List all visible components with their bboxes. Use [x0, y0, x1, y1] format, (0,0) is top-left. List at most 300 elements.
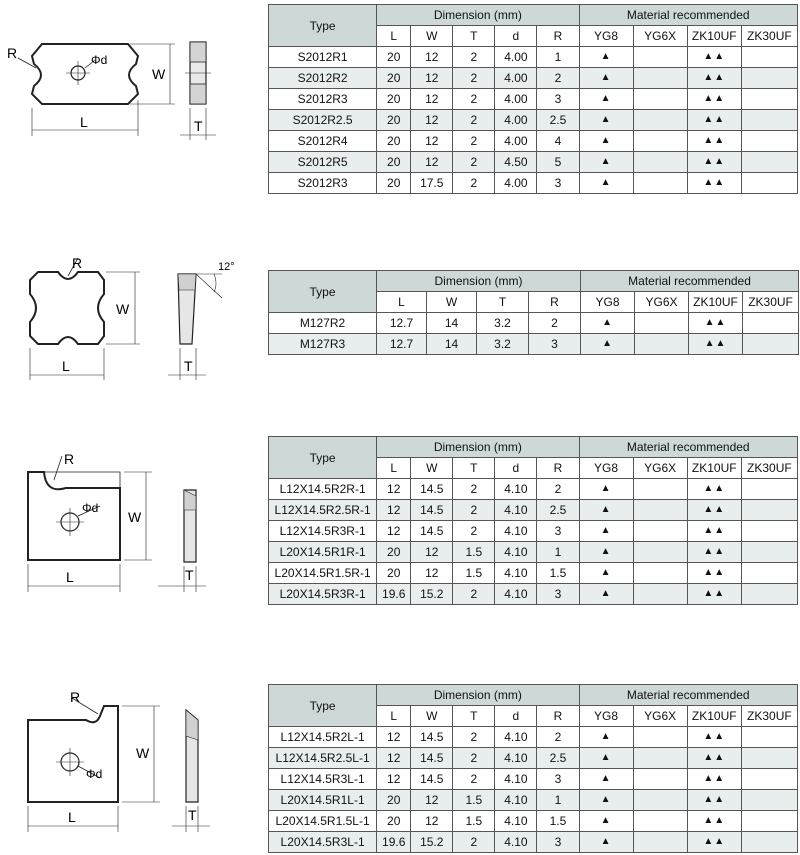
type-cell: L20X14.5R1.5R-1 [269, 563, 377, 584]
label-d: Φd [91, 53, 108, 67]
column-header-dim: T [453, 26, 495, 47]
material-mark-cell [743, 313, 799, 334]
dimension-cell: 2 [537, 479, 579, 500]
material-mark-cell [633, 811, 687, 832]
column-header-dim: W [411, 706, 453, 727]
material-mark-cell: ▲ [579, 727, 633, 748]
dimension-cell: 4.00 [495, 68, 537, 89]
type-cell: S2012R4 [269, 131, 377, 152]
dimension-cell: 4.10 [495, 479, 537, 500]
label-R: R [70, 689, 81, 705]
table-row [269, 790, 798, 811]
group-header-dimension: Dimension (mm) [377, 5, 579, 26]
material-mark-cell: ▲▲ [687, 131, 741, 152]
column-header-dim: T [453, 458, 495, 479]
dimension-cell: 2 [453, 68, 495, 89]
dimension-cell: 20 [377, 152, 411, 173]
material-mark-cell [741, 479, 797, 500]
material-mark-cell [741, 769, 797, 790]
table-row [269, 584, 798, 605]
material-mark-cell [741, 811, 797, 832]
dimension-cell: 2.5 [537, 748, 579, 769]
material-mark-cell: ▲▲ [687, 68, 741, 89]
material-mark-cell [741, 542, 797, 563]
column-header-dim: T [453, 706, 495, 727]
type-cell: M127R3 [269, 334, 377, 355]
type-cell: L20X14.5R3R-1 [269, 584, 377, 605]
dimension-cell: 12 [377, 748, 411, 769]
group-header-dimension: Dimension (mm) [377, 437, 579, 458]
material-mark-cell: ▲ [579, 748, 633, 769]
dimension-cell: 4.00 [495, 110, 537, 131]
dimension-cell: 1 [537, 47, 579, 68]
dimension-cell: 4.10 [495, 769, 537, 790]
label-d: Φd [86, 767, 103, 781]
material-mark-cell [741, 790, 797, 811]
column-header-dim: R [537, 706, 579, 727]
label-T: T [184, 358, 193, 374]
dimension-cell: 12 [377, 500, 411, 521]
dimension-cell: 2 [453, 152, 495, 173]
material-mark-cell: ▲▲ [687, 542, 741, 563]
column-header-material: YG8 [581, 292, 635, 313]
dimension-cell: 2 [453, 479, 495, 500]
material-mark-cell: ▲▲ [687, 811, 741, 832]
dimension-cell: 15.2 [411, 584, 453, 605]
table-row [269, 748, 798, 769]
material-mark-cell: ▲▲ [687, 173, 741, 194]
dimension-cell: 19.6 [377, 584, 411, 605]
material-mark-cell [741, 47, 797, 68]
material-mark-cell [741, 727, 797, 748]
label-W: W [116, 301, 130, 317]
dimension-cell: 4.00 [495, 173, 537, 194]
dimension-cell: 12 [411, 131, 453, 152]
dimension-cell: 2 [453, 131, 495, 152]
type-cell: L12X14.5R2.5L-1 [269, 748, 377, 769]
table-row [269, 313, 799, 334]
type-cell: S2012R1 [269, 47, 377, 68]
column-header-material: YG8 [579, 26, 633, 47]
dimension-cell: 12 [411, 811, 453, 832]
type-cell: L20X14.5R3L-1 [269, 832, 377, 853]
insert-diagram [0, 240, 265, 390]
material-mark-cell [633, 769, 687, 790]
type-cell: L20X14.5R1L-1 [269, 790, 377, 811]
material-mark-cell [633, 563, 687, 584]
dimension-cell: 14.5 [411, 500, 453, 521]
label-d: Φd [82, 501, 99, 515]
column-header-material: YG6X [633, 458, 687, 479]
material-mark-cell [633, 110, 687, 131]
group-header-dimension: Dimension (mm) [377, 685, 579, 706]
material-mark-cell [741, 748, 797, 769]
dimension-cell: 2 [453, 727, 495, 748]
material-mark-cell [633, 479, 687, 500]
label-T: T [188, 807, 197, 823]
material-mark-cell [741, 521, 797, 542]
type-cell: S2012R3 [269, 89, 377, 110]
material-mark-cell: ▲ [579, 68, 633, 89]
column-header-material: ZK30UF [741, 458, 797, 479]
label-L: L [62, 358, 70, 374]
column-header-type: Type [269, 685, 377, 727]
dimension-cell: 1.5 [453, 542, 495, 563]
material-mark-cell: ▲ [579, 89, 633, 110]
dimension-cell: 3 [537, 832, 579, 853]
label-L: L [68, 809, 76, 825]
dimension-cell: 20 [377, 47, 411, 68]
type-cell: L12X14.5R2.5R-1 [269, 500, 377, 521]
dimension-cell: 3 [537, 521, 579, 542]
dimension-cell: 20 [377, 173, 411, 194]
label-W: W [128, 509, 142, 525]
material-mark-cell [633, 584, 687, 605]
dimension-cell: 12 [411, 68, 453, 89]
table-row [269, 811, 798, 832]
group-header-dimension: Dimension (mm) [377, 271, 581, 292]
material-mark-cell [741, 563, 797, 584]
material-mark-cell [635, 334, 689, 355]
material-mark-cell: ▲▲ [687, 563, 741, 584]
material-mark-cell: ▲ [579, 47, 633, 68]
material-mark-cell: ▲▲ [687, 727, 741, 748]
column-header-dim: T [477, 292, 529, 313]
material-mark-cell: ▲ [579, 521, 633, 542]
dimension-cell: 4.10 [495, 790, 537, 811]
spec-table-1 [268, 4, 798, 194]
dimension-cell: 4.00 [495, 89, 537, 110]
dimension-cell: 2 [453, 173, 495, 194]
drawing-m127 [0, 240, 265, 390]
dimension-cell: 1.5 [537, 811, 579, 832]
type-cell: L12X14.5R3R-1 [269, 521, 377, 542]
section-m127 [0, 240, 800, 390]
dimension-cell: 17.5 [411, 173, 453, 194]
dimension-cell: 3 [537, 769, 579, 790]
column-header-material: ZK30UF [741, 26, 797, 47]
material-mark-cell [741, 89, 797, 110]
dimension-cell: 2 [453, 89, 495, 110]
dimension-cell: 3 [537, 173, 579, 194]
dimension-cell: 20 [377, 89, 411, 110]
dimension-cell: 14.5 [411, 748, 453, 769]
dimension-cell: 4.10 [495, 832, 537, 853]
column-header-material: ZK10UF [687, 26, 741, 47]
dimension-cell: 14.5 [411, 727, 453, 748]
dimension-cell: 1.5 [453, 811, 495, 832]
dimension-cell: 12 [411, 47, 453, 68]
dimension-cell: 2 [453, 769, 495, 790]
dimension-cell: 12.7 [377, 334, 427, 355]
material-mark-cell [743, 334, 799, 355]
dimension-cell: 15.2 [411, 832, 453, 853]
material-mark-cell [741, 110, 797, 131]
material-mark-cell: ▲▲ [687, 479, 741, 500]
table-row [269, 479, 798, 500]
dimension-cell: 2 [529, 313, 581, 334]
type-cell: M127R2 [269, 313, 377, 334]
material-mark-cell: ▲ [579, 790, 633, 811]
dimension-cell: 20 [377, 542, 411, 563]
dimension-cell: 4.10 [495, 500, 537, 521]
dimension-cell: 4.10 [495, 521, 537, 542]
material-mark-cell [741, 500, 797, 521]
column-header-dim: L [377, 26, 411, 47]
dimension-cell: 12 [377, 769, 411, 790]
table-row [269, 131, 798, 152]
dimension-cell: 20 [377, 790, 411, 811]
dimension-cell: 14.5 [411, 769, 453, 790]
dimension-cell: 4.00 [495, 47, 537, 68]
table-row [269, 110, 798, 131]
dimension-cell: 14.5 [411, 479, 453, 500]
material-mark-cell: ▲ [579, 479, 633, 500]
dimension-cell: 2 [453, 500, 495, 521]
material-mark-cell: ▲▲ [687, 500, 741, 521]
column-header-material: ZK30UF [743, 292, 799, 313]
table-row [269, 727, 798, 748]
material-mark-cell: ▲▲ [687, 47, 741, 68]
material-mark-cell: ▲▲ [687, 89, 741, 110]
dimension-cell: 4.10 [495, 542, 537, 563]
material-mark-cell: ▲▲ [689, 334, 743, 355]
drawing-l-left [0, 680, 265, 855]
column-header-dim: L [377, 706, 411, 727]
dimension-cell: 12 [411, 563, 453, 584]
column-header-dim: W [411, 458, 453, 479]
column-header-material: YG6X [633, 706, 687, 727]
section-s2012 [0, 0, 800, 200]
material-mark-cell [633, 68, 687, 89]
material-mark-cell [633, 748, 687, 769]
table-row [269, 542, 798, 563]
dimension-cell: 2.5 [537, 500, 579, 521]
material-mark-cell [633, 542, 687, 563]
material-mark-cell: ▲▲ [687, 769, 741, 790]
material-mark-cell [741, 68, 797, 89]
column-header-material: ZK30UF [741, 706, 797, 727]
type-cell: S2012R2 [269, 68, 377, 89]
material-mark-cell: ▲▲ [689, 313, 743, 334]
dimension-cell: 2 [537, 68, 579, 89]
section-l-left [0, 680, 800, 855]
material-mark-cell: ▲▲ [687, 748, 741, 769]
material-mark-cell: ▲ [579, 769, 633, 790]
insert-diagram [0, 430, 265, 610]
material-mark-cell: ▲▲ [687, 832, 741, 853]
dimension-cell: 12 [411, 790, 453, 811]
type-cell: L12X14.5R2R-1 [269, 479, 377, 500]
table-row [269, 334, 799, 355]
group-header-material: Material recommended [579, 437, 797, 458]
drawing-l-right [0, 430, 265, 610]
dimension-cell: 2 [453, 832, 495, 853]
material-mark-cell [633, 500, 687, 521]
group-header-material: Material recommended [579, 685, 797, 706]
material-mark-cell: ▲ [579, 542, 633, 563]
label-W: W [136, 745, 150, 761]
dimension-cell: 3 [529, 334, 581, 355]
dimension-cell: 3 [537, 584, 579, 605]
dimension-cell: 2 [453, 521, 495, 542]
dimension-cell: 2 [453, 47, 495, 68]
dimension-cell: 12 [411, 110, 453, 131]
type-cell: S2012R5 [269, 152, 377, 173]
material-mark-cell: ▲ [581, 313, 635, 334]
material-mark-cell [633, 152, 687, 173]
dimension-cell: 3.2 [477, 334, 529, 355]
dimension-cell: 1 [537, 790, 579, 811]
dimension-cell: 2 [453, 748, 495, 769]
dimension-cell: 20 [377, 110, 411, 131]
label-L: L [66, 569, 74, 585]
column-header-dim: d [495, 26, 537, 47]
dimension-cell: 4.10 [495, 727, 537, 748]
material-mark-cell: ▲ [579, 110, 633, 131]
column-header-material: ZK10UF [689, 292, 743, 313]
column-header-material: YG6X [633, 26, 687, 47]
column-header-material: YG8 [579, 706, 633, 727]
dimension-cell: 12 [377, 479, 411, 500]
column-header-dim: d [495, 458, 537, 479]
table-row [269, 769, 798, 790]
label-R: R [7, 45, 18, 61]
material-mark-cell: ▲ [579, 584, 633, 605]
column-header-type: Type [269, 271, 377, 313]
spec-table-2 [268, 270, 799, 355]
material-mark-cell: ▲▲ [687, 790, 741, 811]
dimension-cell: 4.50 [495, 152, 537, 173]
dimension-cell: 2 [453, 110, 495, 131]
label-W: W [152, 66, 166, 82]
material-mark-cell: ▲▲ [687, 110, 741, 131]
dimension-cell: 14 [427, 313, 477, 334]
table-row [269, 152, 798, 173]
column-header-dim: d [495, 706, 537, 727]
dimension-cell: 2.5 [537, 110, 579, 131]
material-mark-cell: ▲▲ [687, 152, 741, 173]
type-cell: L20X14.5R1.5L-1 [269, 811, 377, 832]
type-cell: L12X14.5R3L-1 [269, 769, 377, 790]
material-mark-cell: ▲▲ [687, 584, 741, 605]
insert-diagram [0, 680, 265, 855]
table-row [269, 47, 798, 68]
dimension-cell: 20 [377, 563, 411, 584]
dimension-cell: 3.2 [477, 313, 529, 334]
material-mark-cell [633, 47, 687, 68]
label-R: R [72, 255, 83, 271]
material-mark-cell: ▲ [581, 334, 635, 355]
column-header-dim: L [377, 458, 411, 479]
dimension-cell: 12 [411, 542, 453, 563]
dimension-cell: 5 [537, 152, 579, 173]
material-mark-cell [633, 790, 687, 811]
dimension-cell: 1 [537, 542, 579, 563]
dimension-cell: 1.5 [537, 563, 579, 584]
column-header-type: Type [269, 437, 377, 479]
material-mark-cell: ▲ [579, 500, 633, 521]
dimension-cell: 12 [377, 521, 411, 542]
material-mark-cell: ▲ [579, 832, 633, 853]
group-header-material: Material recommended [581, 271, 799, 292]
material-mark-cell [633, 173, 687, 194]
dimension-cell: 20 [377, 811, 411, 832]
dimension-cell: 14.5 [411, 521, 453, 542]
dimension-cell: 4.10 [495, 584, 537, 605]
material-mark-cell [741, 152, 797, 173]
column-header-material: ZK10UF [687, 706, 741, 727]
dimension-cell: 4.10 [495, 748, 537, 769]
dimension-cell: 4.10 [495, 563, 537, 584]
column-header-material: ZK10UF [687, 458, 741, 479]
dimension-cell: 14 [427, 334, 477, 355]
section-l-right [0, 430, 800, 610]
label-angle: 12° [218, 261, 235, 273]
material-mark-cell: ▲ [579, 811, 633, 832]
column-header-dim: R [529, 292, 581, 313]
dimension-cell: 12.7 [377, 313, 427, 334]
dimension-cell: 2 [537, 727, 579, 748]
material-mark-cell [741, 131, 797, 152]
column-header-dim: L [377, 292, 427, 313]
spec-table-3 [268, 436, 798, 605]
material-mark-cell: ▲ [579, 173, 633, 194]
dimension-cell: 4 [537, 131, 579, 152]
material-mark-cell [633, 832, 687, 853]
column-header-material: YG6X [635, 292, 689, 313]
material-mark-cell: ▲▲ [687, 521, 741, 542]
label-T: T [194, 118, 203, 134]
drawing-s2012 [0, 0, 265, 200]
column-header-dim: W [411, 26, 453, 47]
type-cell: L12X14.5R2L-1 [269, 727, 377, 748]
dimension-cell: 2 [453, 584, 495, 605]
dimension-cell: 4.00 [495, 131, 537, 152]
material-mark-cell [633, 89, 687, 110]
material-mark-cell [633, 521, 687, 542]
dimension-cell: 1.5 [453, 563, 495, 584]
material-mark-cell [633, 131, 687, 152]
material-mark-cell [633, 727, 687, 748]
table-row [269, 521, 798, 542]
column-header-dim: W [427, 292, 477, 313]
dimension-cell: 12 [377, 727, 411, 748]
spec-table-4 [268, 684, 798, 853]
type-cell: L20X14.5R1R-1 [269, 542, 377, 563]
label-R: R [64, 451, 75, 467]
label-T: T [185, 567, 194, 583]
dimension-cell: 4.10 [495, 811, 537, 832]
dimension-cell: 20 [377, 68, 411, 89]
dimension-cell: 12 [411, 89, 453, 110]
table-row [269, 68, 798, 89]
material-mark-cell: ▲ [579, 563, 633, 584]
material-mark-cell: ▲ [579, 152, 633, 173]
material-mark-cell [635, 313, 689, 334]
column-header-dim: R [537, 458, 579, 479]
table-row [269, 89, 798, 110]
dimension-cell: 19.6 [377, 832, 411, 853]
table-row [269, 173, 798, 194]
material-mark-cell: ▲ [579, 131, 633, 152]
material-mark-cell [741, 584, 797, 605]
insert-diagram [0, 0, 265, 200]
dimension-cell: 3 [537, 89, 579, 110]
dimension-cell: 1.5 [453, 790, 495, 811]
group-header-material: Material recommended [579, 5, 797, 26]
table-row [269, 500, 798, 521]
